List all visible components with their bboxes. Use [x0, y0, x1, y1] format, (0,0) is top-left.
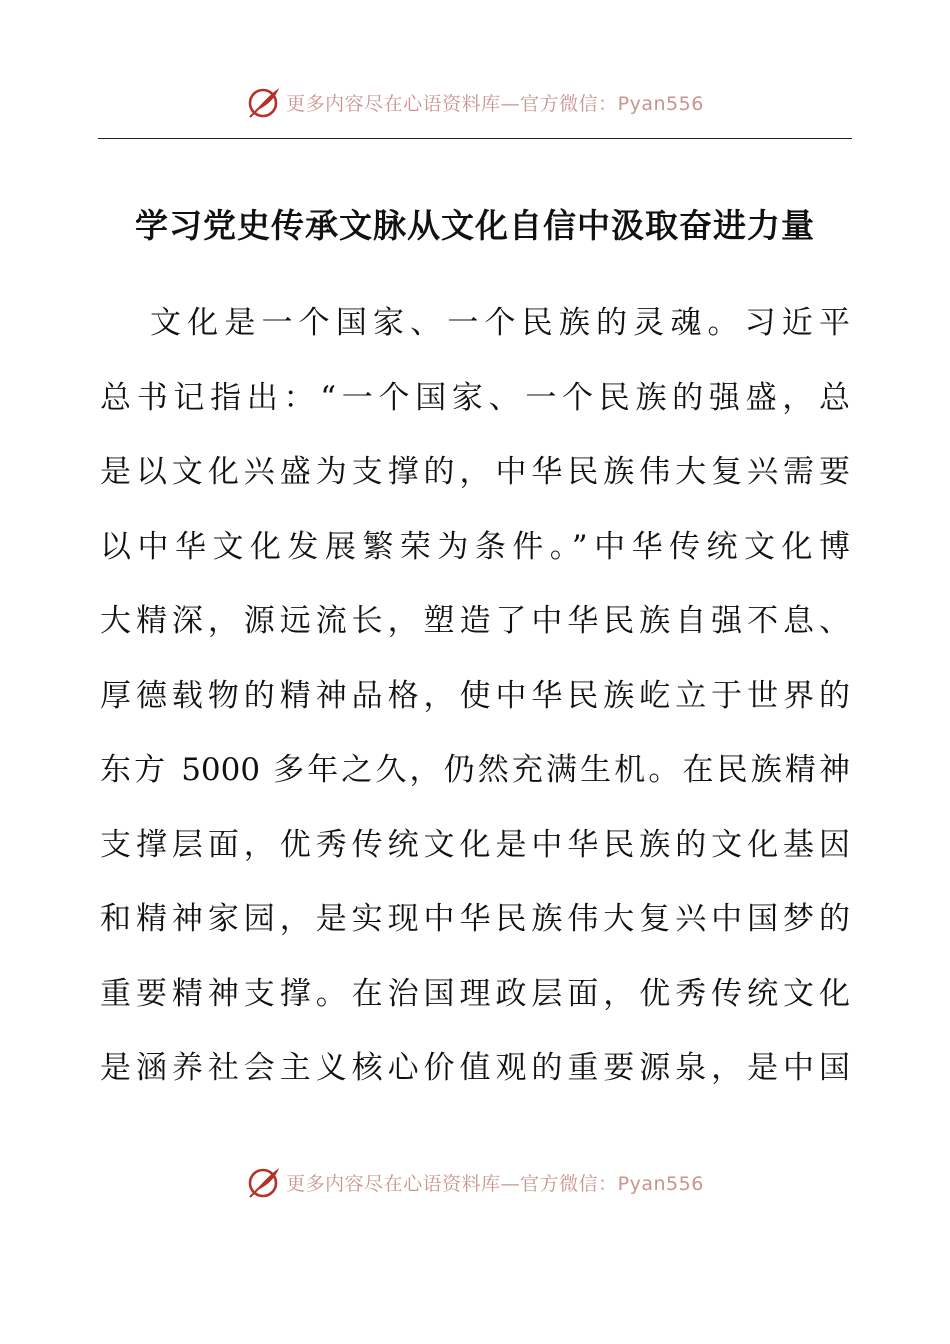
- banner-text: 更多内容尽在心语资料库—官方微信：Pyan556: [286, 1172, 704, 1195]
- wechat-id: Pyan556: [617, 1172, 704, 1195]
- paragraph-line: 总书记指出：“一个国家、一个民族的强盛，总: [100, 379, 850, 416]
- paragraph-line: 是以文化兴盛为支撑的，中华民族伟大复兴需要: [100, 454, 850, 490]
- paragraph-line: 和精神家园，是实现中华民族伟大复兴中国梦的: [100, 901, 850, 937]
- paragraph-line: 重要精神支撑。在治国理政层面，优秀传统文化: [100, 975, 850, 1012]
- quill-logo-icon: [246, 1164, 282, 1200]
- paragraph-line: 以中华文化发展繁荣为条件。”中华传统文化博: [100, 528, 850, 565]
- document-title: 学习党史传承文脉从文化自信中汲取奋进力量: [135, 206, 815, 245]
- paragraph-line: 东方 5000 多年之久，仍然充满生机。在民族精神: [100, 752, 850, 788]
- paragraph-line: 支撑层面，优秀传统文化是中华民族的文化基因: [100, 826, 850, 863]
- paragraph-line: 厚德载物的精神品格，使中华民族屹立于世界的: [100, 677, 850, 714]
- body-text: [100, 286, 850, 1106]
- paragraph-line: 大精深，源远流长，塑造了中华民族自强不息、: [100, 603, 850, 639]
- header-banner: [0, 82, 950, 122]
- paragraph-line: 文化是一个国家、一个民族的灵魂。习近平: [150, 305, 850, 341]
- wechat-id: Pyan556: [617, 92, 704, 115]
- paragraph-line: 是涵养社会主义核心价值观的重要源泉，是中国: [100, 1050, 850, 1086]
- quill-logo-icon: [246, 84, 282, 120]
- header-divider: [98, 138, 852, 139]
- banner-text: 更多内容尽在心语资料库—官方微信：Pyan556: [286, 92, 704, 115]
- footer-banner: [0, 1162, 950, 1202]
